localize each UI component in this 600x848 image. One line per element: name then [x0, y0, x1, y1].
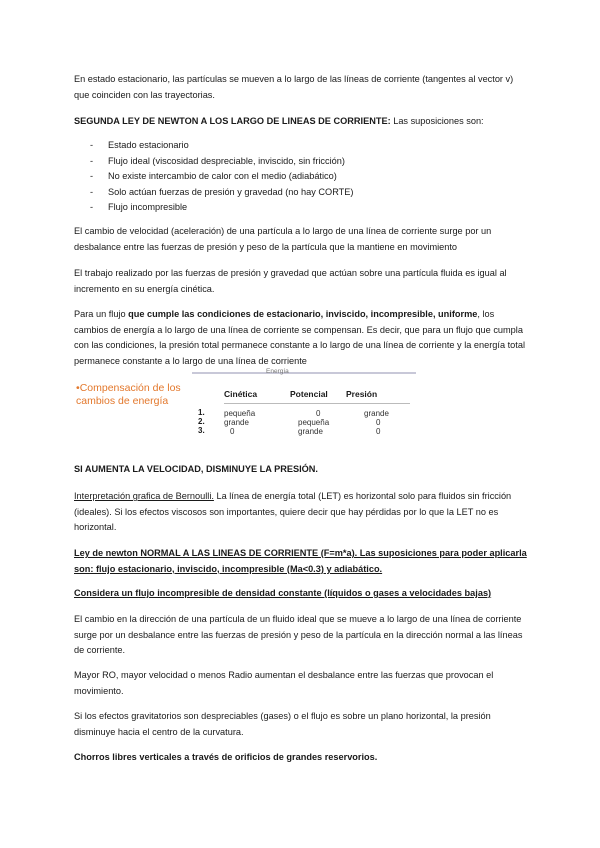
paragraph-newton-law-heading: [74, 114, 530, 130]
figure-caption: [76, 382, 196, 408]
paragraph-gravity-effects: Si los efectos gravitatorios son despreciables (gases) o el flujo es sobre un plano horizontal, la presión disminuye hacia el centro de la curvatura.: [74, 711, 491, 737]
table-cell: grande: [298, 427, 323, 436]
table-cell: 0: [316, 409, 321, 418]
flow-conditions-bold: que cumple las condiciones de estacionario, inviscido, incompresible, uniforme: [128, 309, 478, 319]
table-cell: pequeña: [224, 409, 256, 418]
table-cell: pequeña: [298, 418, 330, 427]
paragraph-direction-change: El cambio en la dirección de una partícula de un fluido ideal que se mueve a lo largo de una línea de corriente surge por un desbalance entre las fuerzas de presión y peso de la partícula en la dirección normal a las líneas de corriente.: [74, 614, 523, 655]
table-cell: grande: [224, 418, 249, 427]
caption-bullet: •: [76, 382, 80, 394]
paragraph-stationary-state: En estado estacionario, las partículas se mueven a lo largo de las líneas de corriente (tangentes al vector v) que coinciden con las trayectorias.: [74, 74, 514, 100]
figure-top-rule: [192, 372, 416, 374]
table-cell: 0: [376, 418, 381, 427]
bullet-dash: -: [90, 202, 94, 212]
assumptions-list: [74, 138, 530, 216]
paragraph-velocity-pressure: SI AUMENTA LA VELOCIDAD, DISMINUYE LA PRESIÓN.: [74, 464, 318, 474]
header-pressure: Presión: [346, 389, 378, 399]
newton-law-intro: Las suposiciones son:: [390, 116, 484, 126]
bernoulli-graph-title: Interpretación grafica de Bernoulli.: [74, 491, 214, 501]
paragraph-normal-newton-law: Ley de newton NORMAL A LAS LINEAS DE CORRIENTE (F=m*a). Las suposiciones para poder aplicarla son: flujo estacionario, inviscido, incompresible (Ma<0.3) y adiabático.: [74, 548, 527, 574]
list-item-text: Flujo ideal (viscosidad despreciable, inviscido, sin fricción): [108, 155, 345, 166]
paragraph-imbalance: Mayor RO, mayor velocidad o menos Radio aumentan el desbalance entre las fuerzas que provocan el movimiento.: [74, 670, 494, 696]
bullet-dash: -: [90, 171, 94, 181]
figure-caption-text: Compensación de los cambios de energía: [76, 382, 181, 407]
list-item: [74, 169, 530, 185]
table-header-rule: [224, 403, 410, 404]
bernoulli-graph-text: La línea de energía total (LET) es horizontal solo para fluidos sin fricción (ideales). Si los efectos viscosos son importantes, quiere decir que hay pérdidas por lo que la LET no es horizontal.: [74, 491, 512, 532]
row-number: 2.: [198, 417, 205, 426]
list-item: [74, 154, 530, 170]
flow-conditions-start: Para un flujo: [74, 309, 129, 319]
energy-compensation-figure: [74, 368, 416, 442]
list-item-text: Flujo incompresible: [108, 202, 188, 212]
row-number: 1.: [198, 408, 205, 417]
table-cell: 0: [376, 427, 381, 436]
table-cell: 0: [230, 427, 235, 436]
figure-top-label: Energía: [266, 368, 289, 375]
header-potential: Potencial: [290, 389, 328, 399]
paragraph-free-jets: Chorros libres verticales a través de orificios de grandes reservorios.: [74, 752, 378, 762]
row-number: 3.: [198, 426, 205, 435]
paragraph-incompressible-flow: Considera un flujo incompresible de densidad constante (líquidos o gases a velocidades bajas): [74, 588, 492, 598]
list-item-text: No existe intercambio de calor con el medio (adiabático): [108, 171, 337, 181]
list-item-text: Solo actúan fuerzas de presión y gravedad (no hay CORTE): [108, 186, 354, 197]
bullet-dash: -: [90, 140, 94, 150]
table-cell: grande: [364, 409, 389, 418]
flow-conditions-rest: , los cambios de energía a lo largo de una línea de corriente se compensan. Es decir, que para un flujo que cumpla con las condiciones, la presión total permanece constante a lo largo de una línea de corriente y la energía total permanece constante a lo largo de una línea de corriente: [74, 309, 525, 366]
bullet-dash: -: [90, 155, 94, 166]
list-item: [74, 138, 530, 154]
list-item: [74, 200, 530, 216]
paragraph-flow-conditions: [74, 307, 530, 369]
newton-law-title: SEGUNDA LEY DE NEWTON A LOS LARGO DE LINEAS DE CORRIENTE:: [74, 116, 391, 126]
list-item: [74, 185, 530, 201]
paragraph-work-energy: El trabajo realizado por las fuerzas de presión y gravedad que actúan sobre una partícula fluida es igual al incremento en su energía cinética.: [74, 268, 507, 294]
header-kinetic: Cinética: [224, 389, 258, 399]
bullet-dash: -: [90, 186, 94, 197]
paragraph-velocity-change: El cambio de velocidad (aceleración) de una partícula a lo largo de una línea de corriente surge por un desbalance entre las fuerzas de presión y peso de la partícula que la mantiene en movimiento: [74, 226, 492, 252]
paragraph-bernoulli-graph: [74, 489, 530, 536]
list-item-text: Estado estacionario: [108, 140, 189, 150]
